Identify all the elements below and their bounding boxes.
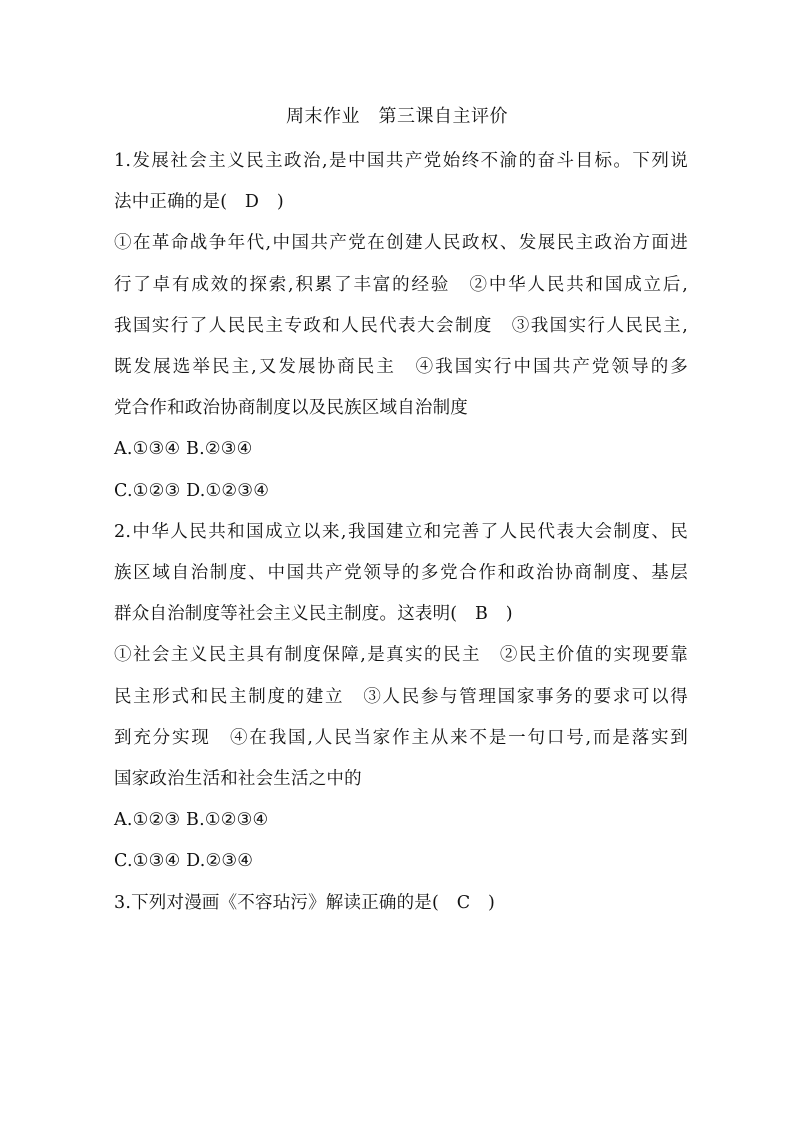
- question-1-line-5: 我国实行了人民民主专政和人民代表大会制度 ③我国实行人民民主,: [114, 315, 688, 336]
- question-2-line-1: 2.中华人民共和国成立以来,我国建立和完善了人民代表大会制度、民: [114, 521, 688, 542]
- question-1-line-7: 党合作和政治协商制度以及民族区域自治制度: [114, 398, 468, 419]
- question-1: [114, 141, 688, 512]
- question-2-line-4: ①社会主义民主具有制度保障,是真实的民主 ②民主价值的实现要靠: [114, 645, 688, 666]
- question-2-line-7: 国家政治生活和社会生活之中的: [114, 769, 362, 790]
- question-2-line-3: 群众自治制度等社会主义民主制度。这表明( B ): [114, 604, 513, 625]
- question-2: [114, 512, 688, 883]
- question-2-line-2: 族区域自治制度、中国共产党领导的多党合作和政治协商制度、基层: [114, 563, 688, 584]
- question-3: [114, 883, 688, 924]
- question-2-line-5: 民主形式和民主制度的建立 ③人民参与管理国家事务的要求可以得: [114, 686, 688, 707]
- question-2-options-row-1: A.①②③ B.①②③④: [114, 810, 269, 831]
- page-title: 周末作业 第三课自主评价: [286, 106, 508, 127]
- question-1-line-4: 行了卓有成效的探索,积累了丰富的经验 ②中华人民共和国成立后,: [114, 274, 688, 295]
- question-list: [114, 141, 688, 924]
- question-1-line-2: 法中正确的是( D ): [114, 192, 284, 213]
- question-2-options-row-2: C.①③④ D.②③④: [114, 851, 254, 872]
- question-1-line-6: 既发展选举民主,又发展协商民主 ④我国实行中国共产党领导的多: [114, 357, 688, 378]
- question-1-line-1: 1.发展社会主义民主政治,是中国共产党始终不渝的奋斗目标。下列说: [114, 151, 688, 171]
- question-1-line-3: ①在革命战争年代,中国共产党在创建人民政权、发展民主政治方面进: [114, 233, 688, 254]
- question-1-options-row-2: C.①②③ D.①②③④: [114, 480, 270, 501]
- question-2-line-6: 到充分实现 ④在我国,人民当家作主从来不是一句口号,而是落实到: [114, 727, 688, 748]
- question-1-options-row-1: A.①③④ B.②③④: [114, 439, 253, 460]
- question-3-line-1: 3.下列对漫画《不容玷污》解读正确的是( C ): [114, 892, 496, 913]
